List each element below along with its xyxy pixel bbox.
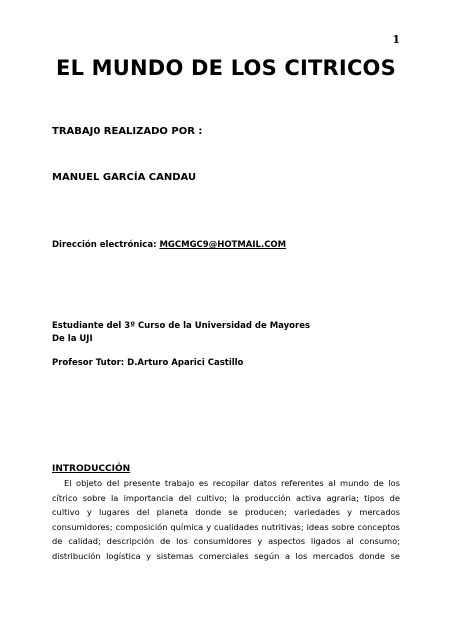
- author-name: MANUEL GARCÍA CANDAU: [52, 172, 197, 183]
- intro-line: consumidores; composición química y cualidades nutritivas; ideas sobre conceptos: [52, 521, 400, 532]
- document-title: EL MUNDO DE LOS CITRICOS: [56, 56, 396, 80]
- work-by-label: TRABAJ0 REALIZADO POR :: [52, 126, 203, 137]
- student-line-1: Estudiante del 3º Curso de la Universidad de Mayores: [52, 321, 311, 331]
- email-line: [52, 240, 286, 250]
- page-number: 1: [392, 33, 400, 46]
- intro-line: El objeto del presente trabajo es recopilar datos referentes al mundo de los: [64, 478, 400, 488]
- introduction-body: [52, 476, 400, 563]
- email-label: Dirección electrónica:: [52, 240, 157, 250]
- email-link[interactable]: MGCMGC9@HOTMAIL.COM: [159, 240, 287, 250]
- intro-line: cítrico sobre la importancia del cultivo; la producción activa agraria; tipos de: [52, 492, 400, 503]
- tutor-line: Profesor Tutor: D.Arturo Aparici Castillo: [52, 358, 244, 368]
- intro-line: de calidad; descripción de los consumidores y aspectos ligados al consumo;: [52, 536, 400, 546]
- student-line-2: De la UJI: [52, 334, 93, 344]
- intro-line: cultivo y lugares del planeta donde se producen; variedades y mercados: [52, 507, 400, 517]
- intro-line: distribución logística y sistemas comerciales según a los mercados donde se: [52, 550, 400, 561]
- introduction-heading: INTRODUCCIÓN: [52, 464, 131, 474]
